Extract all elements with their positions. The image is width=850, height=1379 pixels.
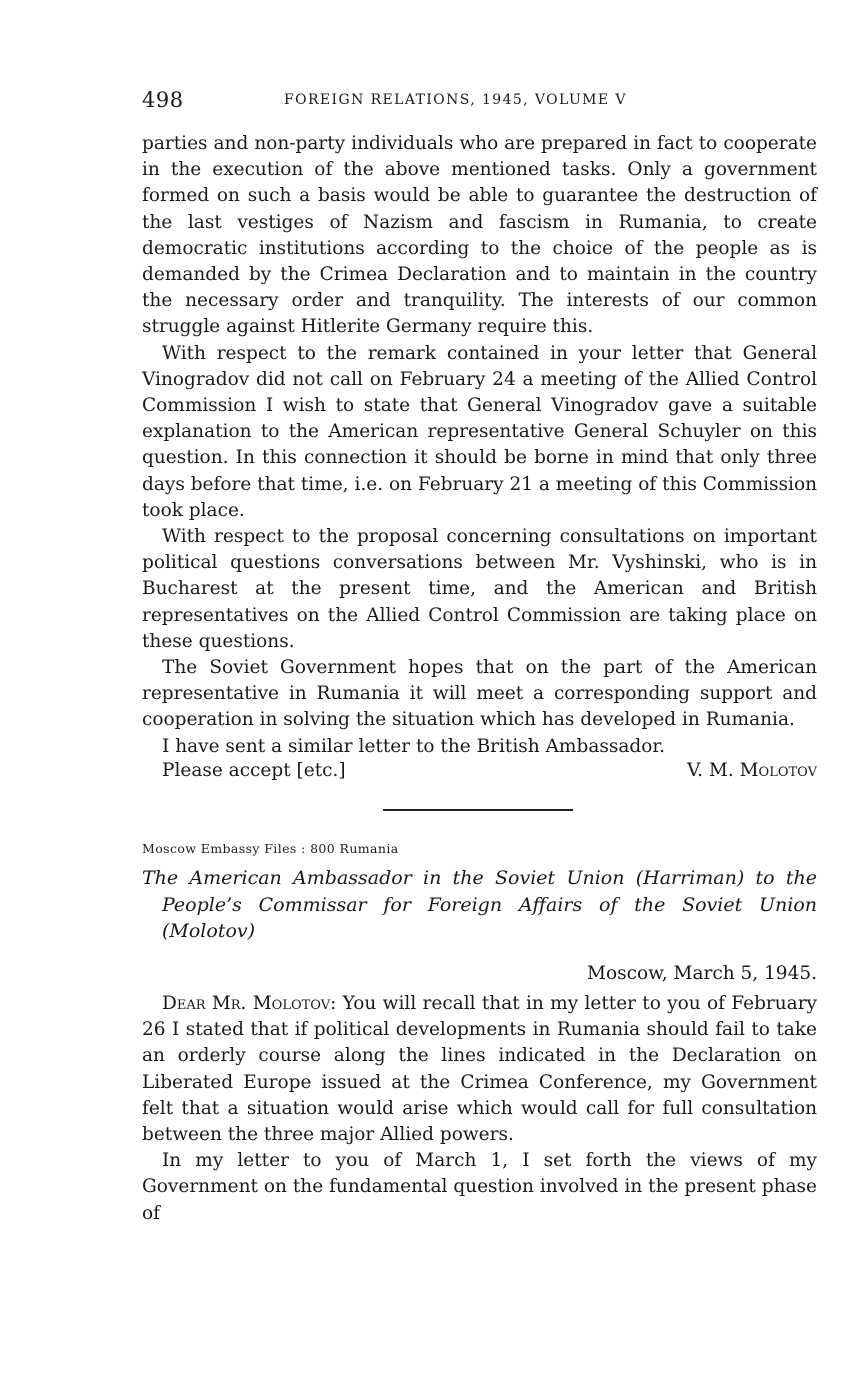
document-heading: The American Ambassador in the Soviet Union (Harriman) to the People’s Commissar for Foreign Affairs of the Soviet Union (Molotov) — [142, 867, 817, 942]
complimentary-close: Please accept [etc.] — [162, 760, 346, 781]
section-divider — [383, 809, 573, 811]
molotov-letter-body — [142, 131, 817, 760]
running-header — [142, 88, 817, 114]
salutation: Dear Mr. Molotov: — [162, 993, 337, 1014]
body-paragraph — [142, 991, 817, 1148]
body-paragraph: In my letter to you of March 1, I set forth the views of my Government on the fundamental question involved in the present phase of — [142, 1150, 817, 1224]
harriman-letter-body — [142, 991, 817, 1227]
file-reference: Moscow Embassy Files : 800 Rumania — [142, 841, 399, 856]
dateline: Moscow, March 5, 1945. — [587, 963, 817, 984]
paragraph-text: You will recall that in my letter to you of February 26 I stated that if political developments in Rumania should fail to take an orderly course along the lines indicated in the Declaration on Liberated Europe issued at the Crimea Conference, my Government felt that a situation would arise which would call for full consultation between the three major Allied powers. — [142, 993, 818, 1146]
body-paragraph: The Soviet Government hopes that on the part of the American representative in Rumania it will meet a corresponding support and cooperation in solving the situation which has developed in Rumania. — [142, 657, 817, 731]
body-paragraph: parties and non-party individuals who are prepared in fact to cooperate in the execution of the above mentioned tasks. Only a government formed on such a basis would be able to guarantee the destruction of the last vestiges of Nazism and fascism in Rumania, to create democratic institutions according to the choice of the people as is demanded by the Crimea Declaration and to maintain in the country the necessary order and tranquility. The interests of our common struggle against Hitlerite Germany require this. — [142, 133, 817, 338]
body-paragraph: With respect to the proposal concerning consultations on important political questions conversations between Mr. Vyshinski, who is in Bucharest at the present time, and the American and British representatives on the Allied Control Commission are taking place on these questions. — [142, 526, 817, 652]
signature: V. M. Molotov — [687, 760, 817, 781]
page-number: 498 — [142, 88, 184, 112]
running-title: FOREIGN RELATIONS, 1945, VOLUME V — [284, 92, 627, 108]
body-paragraph: I have sent a similar letter to the British Ambassador. — [162, 735, 666, 757]
body-paragraph: With respect to the remark contained in your letter that General Vinogradov did not call on February 24 a meeting of the Allied Control Commission I wish to state that General Vinogradov gave a suitable explanation to the American representative General Schuyler on this question. In this connection it should be borne in mind that only three days before that time, i.e. on February 21 a meeting of this Commission took place. — [142, 342, 817, 521]
letter-closing — [162, 758, 817, 784]
